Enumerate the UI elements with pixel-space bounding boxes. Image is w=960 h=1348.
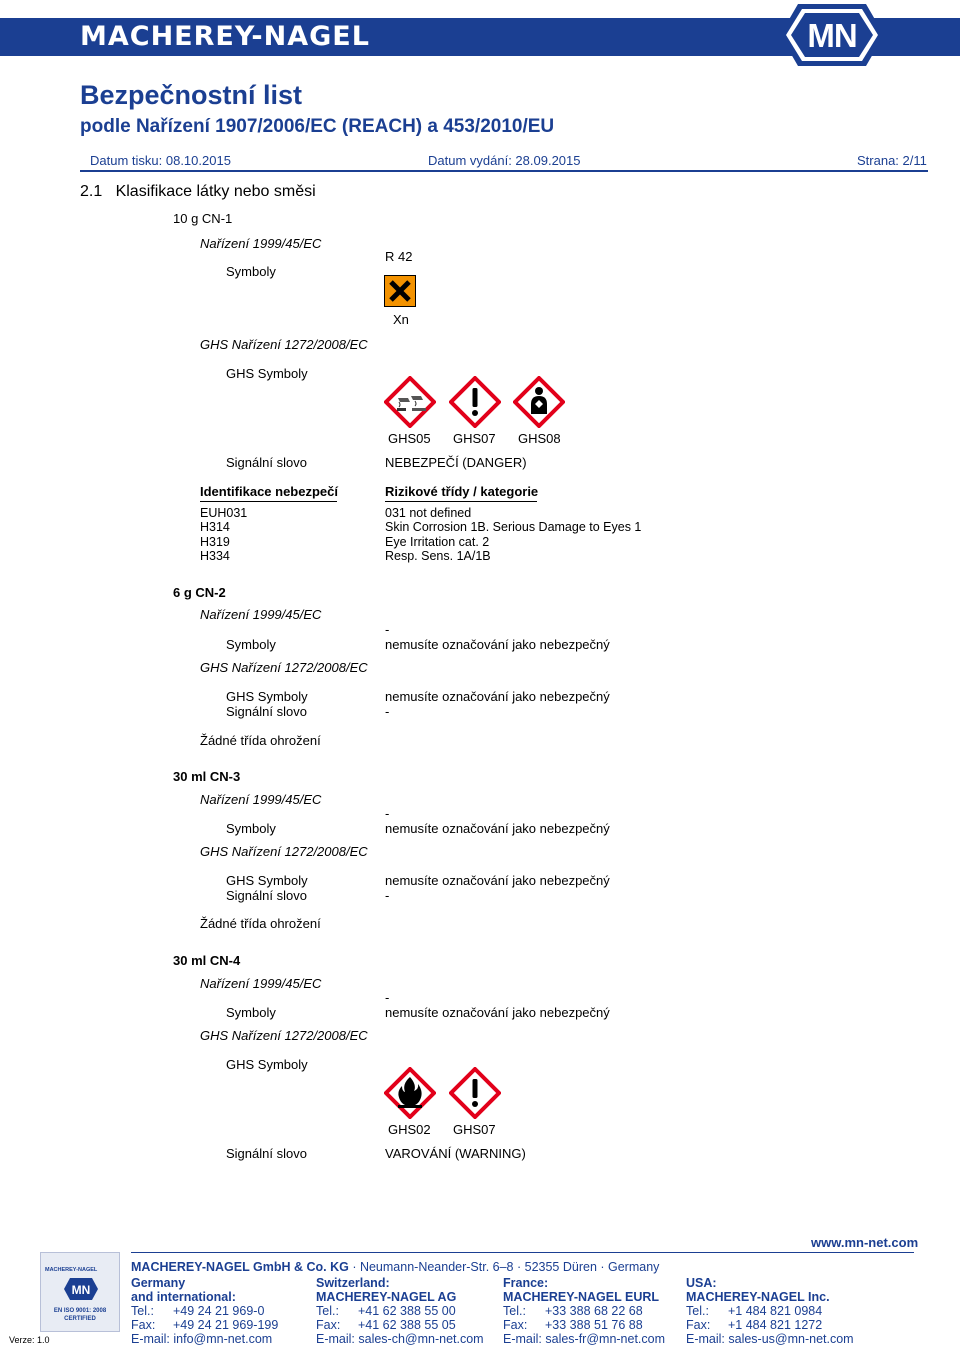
tel-label: Tel.: bbox=[503, 1304, 526, 1318]
symbols-value: nemusíte označování jako nebezpečný bbox=[385, 1005, 610, 1020]
symbols-label: Symboly bbox=[226, 821, 276, 836]
contact-germany bbox=[131, 1276, 278, 1346]
company-line bbox=[131, 1260, 659, 1274]
hazard-class-header: Rizikové třídy / kategorie bbox=[385, 484, 539, 499]
regulation-1999: Nařízení 1999/45/EC bbox=[200, 607, 322, 622]
cert-logo-icon bbox=[63, 1277, 99, 1301]
regulation-1999: Nařízení 1999/45/EC bbox=[200, 976, 322, 991]
ghs-symbols-value: nemusíte označování jako nebezpečný bbox=[385, 873, 610, 888]
page-subtitle: podle Nařízení 1907/2006/EC (REACH) a 453/2010/EU bbox=[80, 116, 555, 137]
regulation-1272: GHS Nařízení 1272/2008/EC bbox=[200, 844, 368, 859]
ghs-symbols-label: GHS Symboly bbox=[226, 1057, 308, 1072]
hazard-class: Skin Corrosion 1B. Serious Damage to Eyes 1 bbox=[385, 520, 642, 534]
dash: - bbox=[385, 806, 390, 821]
footer-divider bbox=[131, 1252, 914, 1253]
mn-logo-text: MN bbox=[807, 17, 857, 54]
tel-label: Tel.: bbox=[686, 1304, 709, 1318]
contact-subheading: MACHEREY-NAGEL AG bbox=[316, 1290, 457, 1304]
signal-word: - bbox=[385, 888, 390, 903]
contact-heading: France: bbox=[503, 1276, 549, 1290]
tel-label: Tel.: bbox=[131, 1304, 154, 1318]
signal-word: NEBEZPEČÍ (DANGER) bbox=[385, 455, 527, 470]
brand-name: MACHEREY-NAGEL bbox=[80, 21, 370, 52]
ghs07-exclamation-icon bbox=[449, 376, 501, 428]
company-address: · Neumann-Neander-Str. 6–8 · 52355 Düren · Germany bbox=[348, 1260, 660, 1274]
contact-switzerland bbox=[316, 1276, 484, 1346]
contact-tel bbox=[316, 1304, 484, 1318]
contact-subheading: and international: bbox=[131, 1290, 236, 1304]
ghs07-exclamation-icon bbox=[449, 1067, 501, 1119]
hazard-code: H314 bbox=[200, 520, 230, 534]
fax-label: Fax: bbox=[131, 1318, 156, 1332]
ghs-symbols-label: GHS Symboly bbox=[226, 689, 308, 704]
fax-label: Fax: bbox=[316, 1318, 341, 1332]
ghs08-health-hazard-icon bbox=[513, 376, 565, 428]
r-phrase: R 42 bbox=[385, 249, 413, 264]
tel-value: +33 388 68 22 68 bbox=[545, 1304, 643, 1318]
ghs-symbols-label: GHS Symboly bbox=[226, 366, 308, 381]
header-banner bbox=[0, 0, 960, 68]
contact-fax bbox=[316, 1318, 484, 1332]
tel-value: +41 62 388 55 00 bbox=[358, 1304, 456, 1318]
ghs05-corrosive-icon bbox=[384, 376, 436, 428]
hazard-id-header: Identifikace nebezpečí bbox=[200, 484, 338, 499]
symbols-label: Symboly bbox=[226, 264, 276, 279]
symbols-value: nemusíte označování jako nebezpečný bbox=[385, 821, 610, 836]
item-name: 30 ml CN-3 bbox=[173, 769, 241, 784]
regulation-1999: Nařízení 1999/45/EC bbox=[200, 792, 322, 807]
symbols-label: Symboly bbox=[226, 1005, 276, 1020]
item-name: 6 g CN-2 bbox=[173, 585, 226, 600]
svg-text:MN: MN bbox=[71, 1283, 91, 1297]
tel-value: +49 24 21 969-0 bbox=[173, 1304, 265, 1318]
contact-fax bbox=[503, 1318, 665, 1332]
contact-fax bbox=[686, 1318, 854, 1332]
symbols-label: Symboly bbox=[226, 637, 276, 652]
contact-tel bbox=[503, 1304, 665, 1318]
page-title: Bezpečnostní list bbox=[80, 80, 303, 110]
xn-label: Xn bbox=[393, 312, 409, 327]
issue-date: Datum vydání: 28.09.2015 bbox=[428, 153, 581, 168]
ghs02-flame-icon bbox=[384, 1067, 436, 1119]
cert-text: EN ISO 9001: 2008 CERTIFIED bbox=[53, 1308, 107, 1322]
signal-word-label: Signální slovo bbox=[226, 888, 307, 903]
regulation-1272: GHS Nařízení 1272/2008/EC bbox=[200, 337, 368, 352]
company-name: MACHEREY-NAGEL GmbH & Co. KG bbox=[131, 1260, 349, 1274]
harmful-xn-icon bbox=[384, 275, 416, 307]
hazard-code: EUH031 bbox=[200, 506, 248, 520]
fax-value: +41 62 388 55 05 bbox=[358, 1318, 456, 1332]
version: Verze: 1.0 bbox=[9, 1335, 50, 1345]
header-divider bbox=[80, 170, 928, 172]
contact-france bbox=[503, 1276, 665, 1346]
section-heading: 2.1 Klasifikace látky nebo směsi bbox=[80, 183, 316, 200]
signal-word-label: Signální slovo bbox=[226, 704, 307, 719]
contact-tel bbox=[131, 1304, 278, 1318]
regulation-1272: GHS Nařízení 1272/2008/EC bbox=[200, 660, 368, 675]
header-underline bbox=[385, 501, 537, 502]
symbols-value: nemusíte označování jako nebezpečný bbox=[385, 637, 610, 652]
hazard-class: 031 not defined bbox=[385, 506, 472, 520]
contact-email[interactable]: E-mail: sales-ch@mn-net.com bbox=[316, 1332, 484, 1346]
fax-value: +1 484 821 1272 bbox=[728, 1318, 823, 1332]
dash: - bbox=[385, 622, 390, 637]
regulation-1999: Nařízení 1999/45/EC bbox=[200, 236, 322, 251]
certification-badge bbox=[40, 1252, 120, 1332]
ghs-symbols-value: nemusíte označování jako nebezpečný bbox=[385, 689, 610, 704]
contact-heading: USA: bbox=[686, 1276, 717, 1290]
fax-label: Fax: bbox=[503, 1318, 528, 1332]
signal-word: VAROVÁNÍ (WARNING) bbox=[385, 1146, 526, 1161]
item-name: 30 ml CN-4 bbox=[173, 953, 241, 968]
tel-label: Tel.: bbox=[316, 1304, 339, 1318]
item-name: 10 g CN-1 bbox=[173, 211, 233, 226]
contact-heading: Germany bbox=[131, 1276, 186, 1290]
contact-email[interactable]: E-mail: sales-fr@mn-net.com bbox=[503, 1332, 666, 1346]
contact-heading: Switzerland: bbox=[316, 1276, 390, 1290]
signal-word-label: Signální slovo bbox=[226, 455, 307, 470]
contact-fax bbox=[131, 1318, 278, 1332]
mn-logo bbox=[778, 2, 886, 68]
contact-subheading: MACHEREY-NAGEL EURL bbox=[503, 1290, 660, 1304]
page-number: Strana: 2/11 bbox=[857, 153, 927, 168]
dash: - bbox=[385, 990, 390, 1005]
hazard-code: H319 bbox=[200, 535, 230, 549]
contact-usa bbox=[686, 1276, 854, 1346]
signal-word: - bbox=[385, 704, 390, 719]
contact-tel bbox=[686, 1304, 854, 1318]
fax-value: +33 388 51 76 88 bbox=[545, 1318, 643, 1332]
header-underline bbox=[200, 501, 337, 502]
ghs-code: GHS07 bbox=[453, 431, 496, 446]
hazard-class: Eye Irritation cat. 2 bbox=[385, 535, 490, 549]
ghs-code: GHS05 bbox=[388, 431, 431, 446]
fax-value: +49 24 21 969-199 bbox=[173, 1318, 279, 1332]
contact-email[interactable]: E-mail: sales-us@mn-net.com bbox=[686, 1332, 854, 1346]
print-date: Datum tisku: 08.10.2015 bbox=[90, 153, 231, 168]
signal-word-label: Signální slovo bbox=[226, 1146, 307, 1161]
hazard-code: H334 bbox=[200, 549, 230, 563]
hazard-class: Resp. Sens. 1A/1B bbox=[385, 549, 491, 563]
fax-label: Fax: bbox=[686, 1318, 711, 1332]
cert-brand: MACHEREY-NAGEL bbox=[45, 1267, 98, 1273]
tel-value: +1 484 821 0984 bbox=[728, 1304, 823, 1318]
regulation-1272: GHS Nařízení 1272/2008/EC bbox=[200, 1028, 368, 1043]
contact-email[interactable]: E-mail: info@mn-net.com bbox=[131, 1332, 273, 1346]
no-hazard-class: Žádné třída ohrožení bbox=[200, 733, 321, 748]
contact-subheading: MACHEREY-NAGEL Inc. bbox=[686, 1290, 830, 1304]
no-hazard-class: Žádné třída ohrožení bbox=[200, 916, 321, 931]
ghs-code: GHS08 bbox=[518, 431, 561, 446]
website-link[interactable]: www.mn-net.com bbox=[811, 1235, 919, 1250]
ghs-code: GHS02 bbox=[388, 1122, 431, 1137]
ghs-symbols-label: GHS Symboly bbox=[226, 873, 308, 888]
ghs-code: GHS07 bbox=[453, 1122, 496, 1137]
